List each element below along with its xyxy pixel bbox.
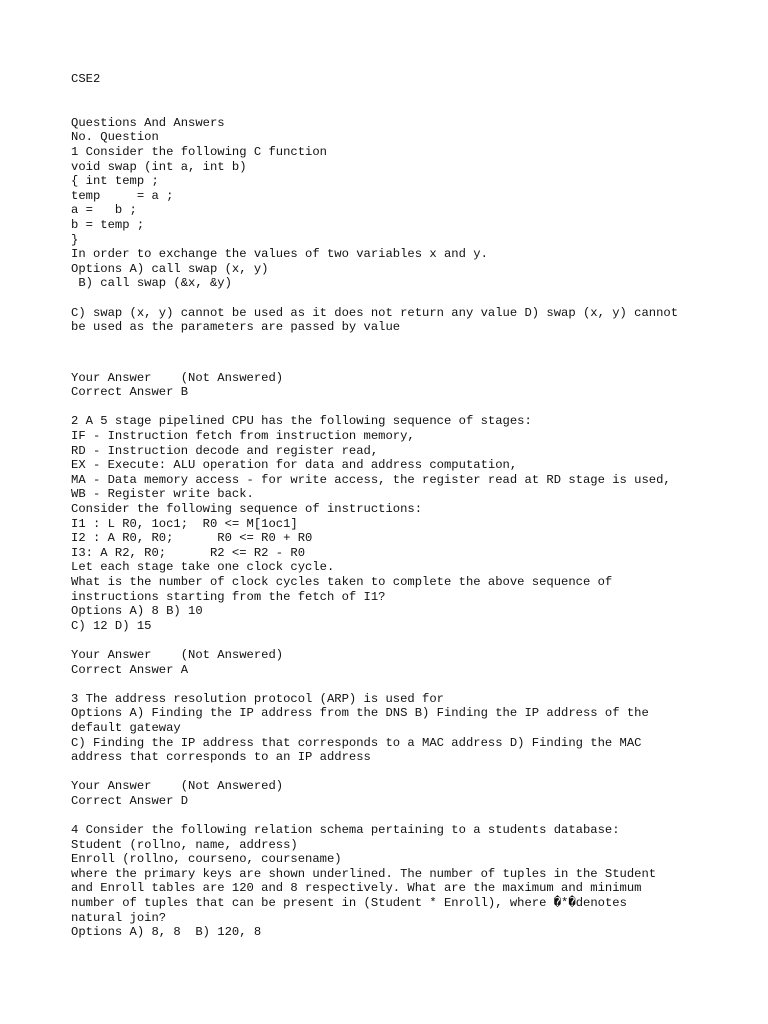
question-options: Options A) Finding the IP address from the DNS B) Finding the IP address of the (71, 706, 649, 721)
question-line: Enroll (rollno, courseno, coursename) (71, 852, 342, 867)
question-options: Options A) call swap (x, y) (71, 261, 269, 276)
question-line: RD - Instruction decode and register read, (71, 443, 379, 458)
question-line: EX - Execute: ALU operation for data and address computation, (71, 458, 518, 473)
question-4 (71, 823, 711, 940)
section-title: Questions And Answers (71, 115, 225, 130)
your-answer: Your Answer (Not Answered) (71, 647, 284, 662)
question-3 (71, 692, 711, 823)
question-line: WB - Register write back. (71, 487, 254, 502)
question-line: I2 : A R0, R0; R0 <= R0 + R0 (71, 531, 313, 546)
question-options: C) 12 D) 15 (71, 618, 152, 633)
document-code: CSE2 (71, 72, 101, 86)
question-line: 3 The address resolution protocol (ARP) is used for (71, 691, 444, 706)
question-1 (71, 145, 711, 415)
correct-answer: Correct Answer B (71, 385, 189, 400)
question-line: natural join? (71, 910, 167, 925)
document-page (71, 72, 711, 940)
question-2 (71, 414, 711, 691)
question-line: Consider the following sequence of instructions: (71, 502, 423, 517)
question-line: void swap (int a, int b) (71, 159, 247, 174)
question-line: and Enroll tables are 120 and 8 respectively. What are the maximum and minimum (71, 881, 642, 896)
question-line: } (71, 232, 79, 247)
question-options: C) Finding the IP address that corresponds to a MAC address D) Finding the MAC (71, 735, 642, 750)
column-header: No. Question (71, 130, 159, 145)
question-options: C) swap (x, y) cannot be used as it does not return any value D) swap (x, y) cannot (71, 305, 679, 320)
question-line: number of tuples that can be present in (Student * Enroll), where �*�denotes (71, 896, 627, 911)
question-line: IF - Instruction fetch from instruction memory, (71, 429, 415, 444)
question-options: Options A) 8 B) 10 (71, 604, 203, 619)
question-options: be used as the parameters are passed by value (71, 320, 401, 335)
question-line: I3: A R2, R0; R2 <= R2 - R0 (71, 545, 306, 560)
question-line: { int temp ; (71, 174, 159, 189)
question-line: instructions starting from the fetch of I1? (71, 589, 386, 604)
question-options: Options A) 8, 8 B) 120, 8 (71, 925, 262, 940)
your-answer: Your Answer (Not Answered) (71, 370, 284, 385)
question-line: Student (rollno, name, address) (71, 837, 298, 852)
question-line: MA - Data memory access - for write access, the register read at RD stage is used, (71, 472, 671, 487)
question-options: default gateway (71, 720, 181, 735)
question-line: In order to exchange the values of two variables x and y. (71, 247, 488, 262)
question-options: B) call swap (&x, &y) (71, 276, 232, 291)
question-line: 2 A 5 stage pipelined CPU has the following sequence of stages: (71, 414, 532, 429)
question-line: What is the number of clock cycles taken to complete the above sequence of (71, 575, 613, 589)
question-line: where the primary keys are shown underlined. The number of tuples in the Student (71, 866, 657, 881)
question-line: a = b ; (71, 203, 137, 218)
question-line: Let each stage take one clock cycle. (71, 560, 335, 575)
question-options: address that corresponds to an IP address (71, 750, 371, 765)
your-answer: Your Answer (Not Answered) (71, 779, 284, 794)
question-line: b = temp ; (71, 217, 145, 232)
question-line (71, 291, 711, 306)
question-line: I1 : L R0, 1oc1; R0 <= M[1oc1] (71, 516, 298, 531)
correct-answer: Correct Answer A (71, 662, 189, 677)
correct-answer: Correct Answer D (71, 793, 189, 808)
question-line: temp = a ; (71, 188, 174, 203)
question-line: 4 Consider the following relation schema pertaining to a students database: (71, 823, 620, 838)
question-line: 1 Consider the following C function (71, 144, 327, 159)
